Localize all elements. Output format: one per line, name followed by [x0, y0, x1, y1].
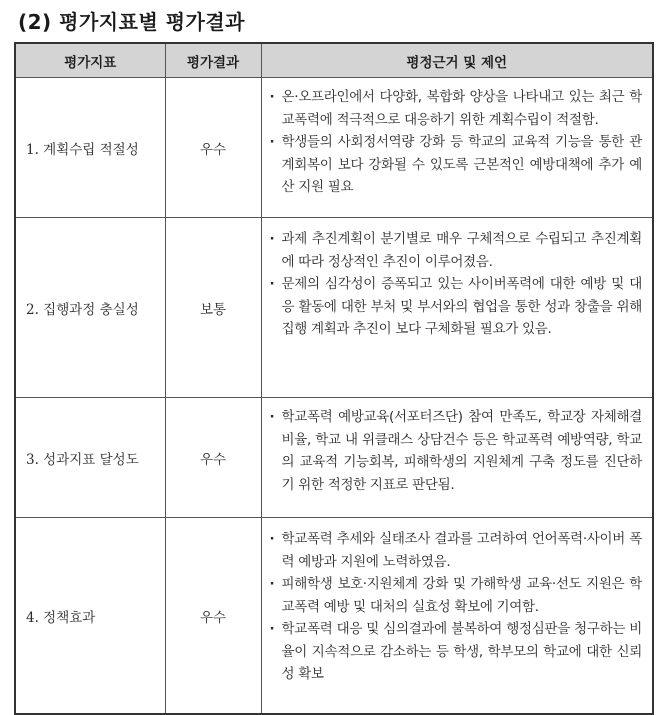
basis-cell: [261, 218, 653, 398]
header-basis: 평정근거 및 제언: [261, 43, 653, 78]
basis-item: · 학생들의 사회정서역량 강화 등 학교의 교육적 기능을 통한 관계회복이 보다 강화될 수 있도록 근본적인 예방대책에 추가 예산 지원 필요: [270, 131, 643, 199]
indicator-cell: 3. 성과지표 달성도: [15, 398, 165, 518]
basis-item: · 문제의 심각성이 증폭되고 있는 사이버폭력에 대한 예방 및 대응 활동에 대한 부처 및 부서와의 협업을 통한 성과 창출을 위해 집행 계획과 추진이 보다 구체화될 필요가 있음.: [270, 273, 643, 341]
basis-item: · 학교폭력 추세와 실태조사 결과를 고려하여 언어폭력·사이버 폭력 예방과 지원에 노력하였음.: [270, 528, 643, 573]
indicator-cell: 2. 집행과정 충실성: [15, 218, 165, 398]
indicator-cell: 1. 계획수립 적절성: [15, 78, 165, 218]
header-result: 평가결과: [165, 43, 261, 78]
table-row: [15, 218, 653, 398]
table-row: [15, 398, 653, 518]
result-cell: 보통: [165, 218, 261, 398]
basis-item: · 과제 추진계획이 분기별로 매우 구체적으로 수립되고 추진계획에 따라 정상적인 추진이 이루어졌음.: [270, 228, 643, 273]
basis-list: [270, 86, 643, 199]
result-cell: 우수: [165, 398, 261, 518]
basis-cell: [261, 518, 653, 715]
indicator-cell: 4. 정책효과: [15, 518, 165, 715]
result-cell: 우수: [165, 78, 261, 218]
basis-list: [270, 406, 643, 496]
basis-list: [270, 228, 643, 341]
basis-item: · 피해학생 보호·지원체계 강화 및 가해학생 교육·선도 지원은 학교폭력 예방 및 대처의 실효성 확보에 기여함.: [270, 573, 643, 618]
basis-cell: [261, 78, 653, 218]
basis-list: [270, 528, 643, 686]
basis-item: · 온·오프라인에서 다양화, 복합화 양상을 나타내고 있는 최근 학교폭력에 적극적으로 대응하기 위한 계획수립이 적절함.: [270, 86, 643, 131]
basis-item: · 학교폭력 대응 및 심의결과에 불복하여 행정심판을 청구하는 비율이 지속적으로 감소하는 등 학생, 학부모의 학교에 대한 신뢰성 확보: [270, 618, 643, 686]
basis-cell: [261, 398, 653, 518]
table-row: [15, 78, 653, 218]
table-row: [15, 518, 653, 715]
table-header-row: [15, 43, 653, 78]
section-title: (2) 평가지표별 평가결과: [18, 10, 246, 34]
evaluation-results-table: [14, 42, 654, 715]
basis-item: · 학교폭력 예방교육(서포터즈단) 참여 만족도, 학교장 자체해결 비율, 학교 내 위클래스 상담건수 등은 학교폭력 예방역량, 학교의 교육적 기능회복, 피해학생의 지원체계 구축 정도를 진단하기 위한 적정한 지표로 판단됨.: [270, 406, 643, 496]
header-indicator: 평가지표: [15, 43, 165, 78]
result-cell: 우수: [165, 518, 261, 715]
